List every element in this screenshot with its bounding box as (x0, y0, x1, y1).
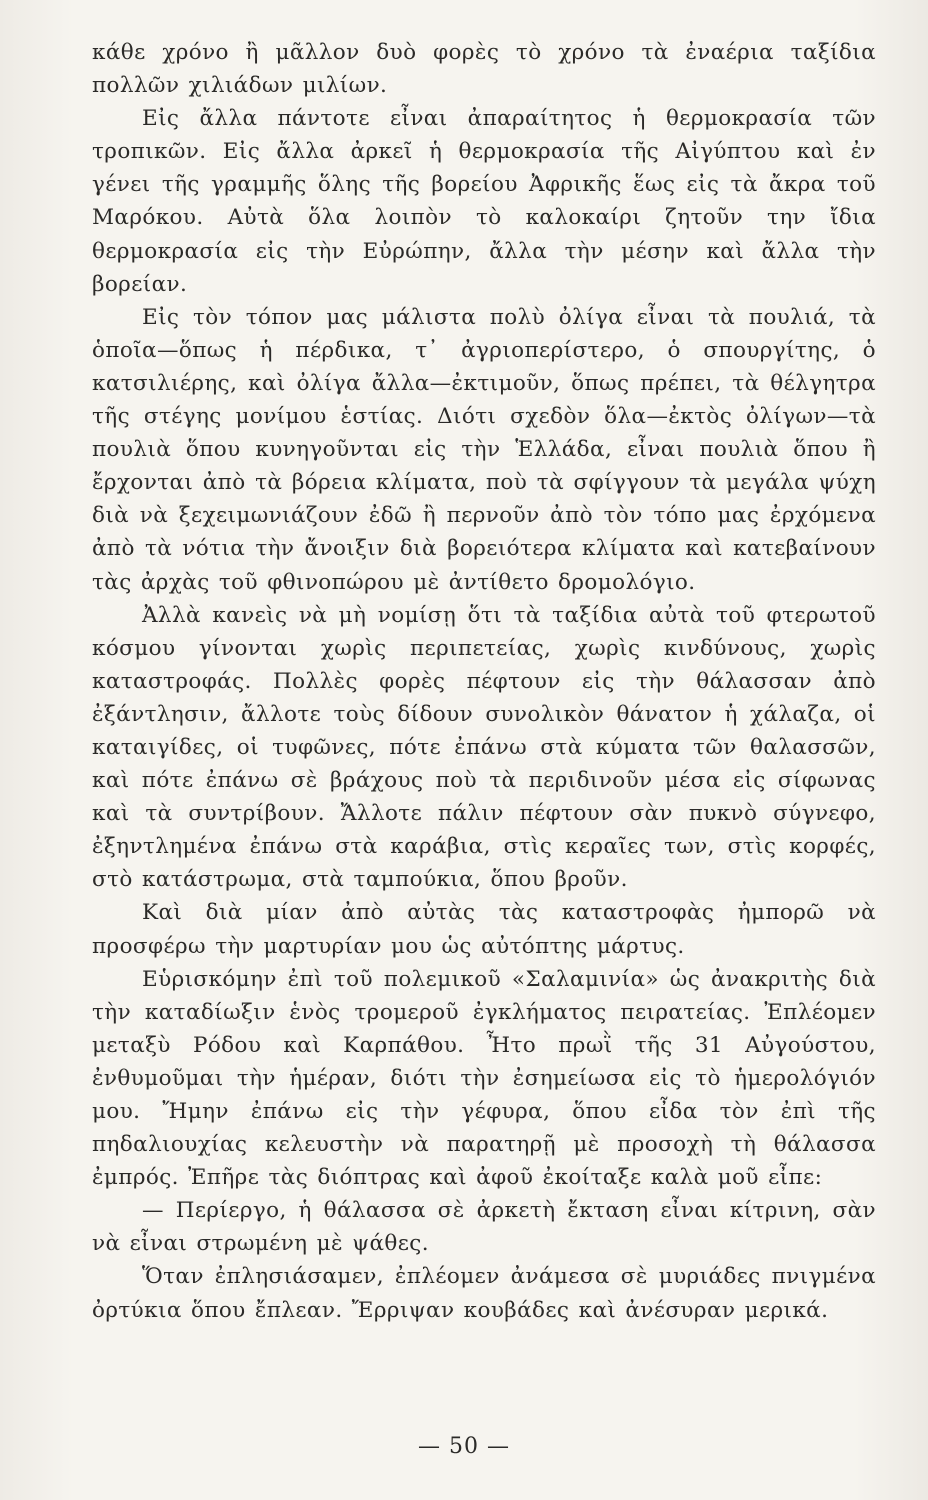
page-number: — 50 — (418, 1434, 510, 1459)
paragraph-2: Εἰς ἄλλα πάντοτε εἶναι ἀπαραίτητος ἡ θερμοκρασία τῶν τροπικῶν. Εἰς ἄλλα ἀρκεῖ ἡ θερμοκρασία τῆς Αἰγύπτου καὶ ἐν γένει τῆς γραμμῆς ὅλης τῆς βορείου Ἀφρικῆς ἕως εἰς τὰ ἄκρα τοῦ Μαρόκου. Αὐτὰ ὅλα λοιπὸν τὸ καλοκαίρι ζητοῦν την ἴδια θερμοκρασία εἰς τὴν Εὐρώπην, ἄλλα τὴν μέσην καὶ ἄλλα τὴν βορείαν. (92, 106, 876, 297)
paragraph-3: Εἰς τὸν τόπον μας μάλιστα πολὺ ὀλίγα εἶναι τὰ πουλιά, τὰ ὁποῖα—ὅπως ἡ πέρδικα, τ᾽ ἀγριοπερίστερο, ὁ σπουργίτης, ὁ κατσιλιέρης, καὶ ὀλίγα ἄλλα—ἐκτιμοῦν, ὅπως πρέπει, τὰ θέλγητρα τῆς στέγης μονίμου ἑστίας. Διότι σχεδὸν ὅλα—ἐκτὸς ὀλίγων—τὰ πουλιὰ ὅπου κυνηγοῦνται εἰς τὴν Ἑλλάδα, εἶναι πουλιὰ ὅπου ἢ ἔρχονται ἀπὸ τὰ βόρεια κλίματα, ποὺ τὰ σφίγγουν τὰ μεγάλα ψύχη διὰ νὰ ξεχειμωνιάζουν ἐδῶ ἢ περνοῦν ἀπὸ τὸν τόπο μας ἐρχόμενα ἀπὸ τὰ νότια τὴν ἄνοιξιν διὰ βορειότερα κλίματα καὶ κατεβαίνουν τὰς ἀρχὰς τοῦ φθινοπώρου μὲ ἀντίθετο δρομολόγιο. (92, 304, 876, 595)
paragraph-4: Ἀλλὰ κανεὶς νὰ μὴ νομίσῃ ὅτι τὰ ταξίδια αὐτὰ τοῦ φτερωτοῦ κόσμου γίνονται χωρὶς περιπετείας, χωρὶς κινδύνους, χωρὶς καταστροφάς. Πολλὲς φορὲς πέφτουν εἰς τὴν θάλασσαν ἀπὸ ἐξάντλησιν, ἄλλοτε τοὺς δίδουν συνολικὸν θάνατον ἡ χάλαζα, οἱ καταιγίδες, οἱ τυφῶνες, πότε ἐπάνω στὰ κύματα τῶν θαλασσῶν, καὶ πότε ἐπάνω σὲ βράχους ποὺ τὰ περιδινοῦν μέσα εἰς σίφωνας καὶ τὰ συντρίβουν. Ἄλλοτε πάλιν πέφτουν σὰν πυκνὸ σύγνεφο, ἐξηντλημένα ἐπάνω στὰ καράβια, στὶς κεραῖες των, στὶς κορφές, στὸ κατάστρωμα, στὰ ταμπούκια, ὅπου βροῦν. (92, 602, 876, 893)
paragraph-5: Καὶ διὰ μίαν ἀπὸ αὐτὰς τὰς καταστροφὰς ἠμπορῶ νὰ προσφέρω τὴν μαρτυρίαν μου ὡς αὐτόπτης μάρτυς. (92, 900, 876, 959)
paragraph-6: Εὑρισκόμην ἐπὶ τοῦ πολεμικοῦ «Σαλαμινία» ὡς ἀνακριτὴς διὰ τὴν καταδίωξιν ἑνὸς τρομεροῦ ἐγκλήματος πειρατείας. Ἐπλέομεν μεταξὺ Ρόδου καὶ Καρπάθου. Ἦτο πρωῒ τῆς 31 Αὐγούστου, ἐνθυμοῦμαι τὴν ἡμέραν, διότι τὴν ἐσημείωσα εἰς τὸ ἡμερολόγιόν μου. Ἤμην ἐπάνω εἰς τὴν γέφυρα, ὅπου εἶδα τὸν ἐπὶ τῆς πηδαλιουχίας κελευστὴν νὰ παρατηρῇ μὲ προσοχὴ τὴ θάλασσα ἐμπρός. Ἐπῆρε τὰς διόπτρας καὶ ἀφοῦ ἐκοίταξε καλὰ μοῦ εἶπε: (92, 966, 876, 1191)
paragraph-7: — Περίεργο, ἡ θάλασσα σὲ ἀρκετὴ ἔκταση εἶναι κίτρινη, σὰν νὰ εἶναι στρωμένη μὲ ψάθες. (92, 1198, 876, 1257)
paragraph-8: Ὅταν ἐπλησιάσαμεν, ἐπλέομεν ἀνάμεσα σὲ μυριάδες πνιγμένα ὀρτύκια ὅπου ἔπλεαν. Ἔρριψαν κουβάδες καὶ ἀνέσυραν μερικά. (92, 1264, 876, 1323)
body-text (92, 36, 876, 1327)
paragraph-1: κάθε χρόνο ἢ μᾶλλον δυὸ φορὲς τὸ χρόνο τὰ ἐναέρια ταξίδια πολλῶν χιλιάδων μιλίων. (92, 40, 876, 99)
